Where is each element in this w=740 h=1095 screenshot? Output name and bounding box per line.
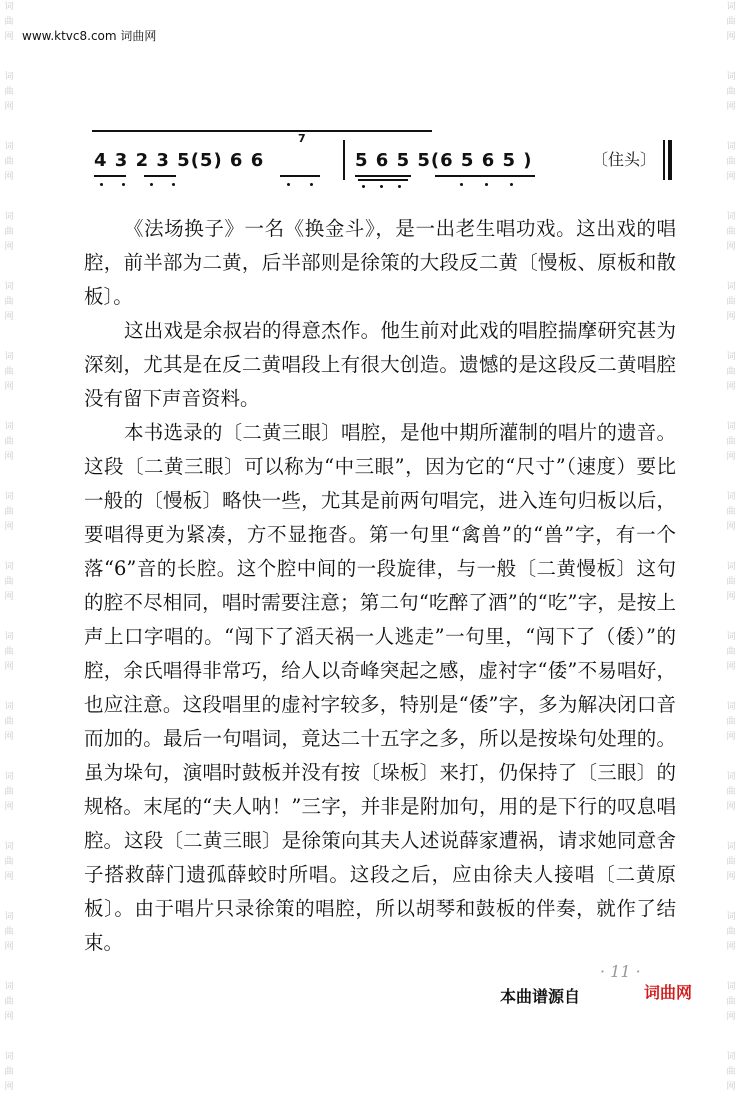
watermark-char: 曲	[4, 717, 14, 727]
watermark-char: 词	[726, 72, 736, 82]
watermark-group	[722, 280, 740, 325]
watermark-char: 曲	[726, 297, 736, 307]
octave-dot	[150, 183, 153, 186]
watermark-group	[722, 700, 740, 745]
watermark-char: 曲	[4, 17, 14, 27]
octave-dot	[510, 183, 513, 186]
watermark-group	[722, 70, 740, 115]
watermark-char: 曲	[726, 367, 736, 377]
watermark-char: 曲	[726, 997, 736, 1007]
watermark-group	[722, 630, 740, 675]
watermark-char: 网	[4, 592, 14, 602]
watermark-char: 网	[726, 1012, 736, 1022]
watermark-char: 词	[4, 492, 14, 502]
paragraph-1: 《法场换子》一名《换金斗》，是一出老生唱功戏。这出戏的唱腔，前半部为二黄，后半部则是徐策的大段反二黄〔慢板、原板和散板〕。	[84, 217, 676, 308]
watermark-char: 曲	[726, 577, 736, 587]
watermark-group	[0, 840, 18, 885]
watermark-char: 词	[726, 2, 736, 12]
octave-dot	[287, 183, 290, 186]
watermark-char: 网	[4, 102, 14, 112]
watermark-char: 网	[4, 172, 14, 182]
watermark-char: 词	[4, 562, 14, 572]
watermark-char: 网	[726, 662, 736, 672]
watermark-char: 词	[726, 562, 736, 572]
watermark-group	[0, 140, 18, 185]
octave-dot	[398, 185, 401, 188]
top-slur-line	[92, 130, 432, 132]
watermark-char: 曲	[726, 927, 736, 937]
watermark-group	[722, 420, 740, 465]
watermark-char: 网	[726, 592, 736, 602]
octave-dot	[122, 183, 125, 186]
watermark-char: 词	[726, 912, 736, 922]
watermark-group	[722, 0, 740, 45]
watermark-group	[0, 770, 18, 815]
watermark-char: 曲	[4, 507, 14, 517]
watermark-char: 网	[726, 382, 736, 392]
watermark-group	[722, 770, 740, 815]
watermark-group	[722, 350, 740, 395]
watermark-group	[0, 1050, 18, 1095]
octave-dot	[100, 183, 103, 186]
music-notation	[80, 110, 680, 200]
bar-line	[343, 140, 345, 180]
watermark-char: 网	[4, 452, 14, 462]
paragraph-3: 本书选录的〔二黄三眼〕唱腔，是他中期所灌制的唱片的遗音。这段〔二黄三眼〕可以称为“中三眼”，因为它的“尺寸”（速度）要比一般的〔慢板〕略快一些，尤其是前两句唱完，进入连句归板以后，要唱得更为紧凑，方不显拖沓。第一句里“禽兽”的“兽”字，有一个落“6”音的长腔。这个腔中间的一段旋律，与一般〔二黄慢板〕这句的腔不尽相同，唱时需要注意；第二句“吃醉了酒”的“吃”字，是按上声上口字唱的。“闯下了滔天祸一人逃走”一句里，“闯下了（倭）”的腔，余氏唱得非常巧，给人以奇峰突起之感，虚衬字“倭”不易唱好，也应注意。这段唱里的虚衬字较多，特别是“倭”字，多为解决闭口音而加的。最后一句唱词，竟达二十五字之多，所以是按垛句处理的。虽为垛句，演唱时鼓板并没有按〔垛板〕来打，仍保持了〔三眼〕的规格。末尾的“夫人呐！”三字，并非是附加句，用的是下行的叹息唱腔。	[84, 421, 676, 852]
watermark-char: 词	[4, 702, 14, 712]
watermark-group	[0, 630, 18, 675]
watermark-group	[722, 1050, 740, 1095]
watermark-char: 曲	[4, 787, 14, 797]
watermark-char: 曲	[4, 157, 14, 167]
watermark-char: 词	[4, 982, 14, 992]
watermark-char: 词	[4, 772, 14, 782]
notation-notes-b: 5 6 5 5(6 5 6 5 )	[355, 150, 533, 171]
watermark-char: 网	[726, 32, 736, 42]
watermark-char: 词	[726, 772, 736, 782]
watermark-char: 网	[4, 242, 14, 252]
watermark-char: 曲	[4, 927, 14, 937]
watermark-char: 词	[4, 422, 14, 432]
beam-line	[358, 179, 408, 181]
final-bar-thin	[663, 140, 665, 180]
beam-line	[280, 175, 320, 177]
watermark-char: 网	[726, 1082, 736, 1092]
watermark-group	[722, 910, 740, 955]
watermark-char: 网	[726, 732, 736, 742]
watermark-char: 网	[4, 1012, 14, 1022]
watermark-char: 网	[726, 172, 736, 182]
watermark-char: 词	[4, 72, 14, 82]
watermark-char: 网	[726, 802, 736, 812]
watermark-char: 词	[4, 2, 14, 12]
watermark-group	[0, 910, 18, 955]
watermark-group	[722, 210, 740, 255]
watermark-char: 词	[4, 1052, 14, 1062]
octave-dot	[460, 183, 463, 186]
watermark-char: 曲	[726, 437, 736, 447]
watermark-char: 曲	[726, 787, 736, 797]
ending-label: 〔住头〕	[592, 150, 657, 169]
watermark-char: 词	[726, 1052, 736, 1062]
watermark-char: 曲	[726, 507, 736, 517]
watermark-char: 网	[4, 802, 14, 812]
octave-dot	[485, 183, 488, 186]
watermark-group	[0, 980, 18, 1025]
watermark-group	[0, 210, 18, 255]
watermark-char: 曲	[726, 157, 736, 167]
beam-line	[435, 175, 535, 177]
watermark-char: 曲	[4, 857, 14, 867]
watermark-char: 网	[4, 732, 14, 742]
watermark-char: 词	[4, 282, 14, 292]
watermark-char: 曲	[726, 717, 736, 727]
watermark-char: 曲	[4, 87, 14, 97]
watermark-group	[0, 420, 18, 465]
watermark-group	[0, 0, 18, 45]
watermark-char: 词	[4, 352, 14, 362]
watermark-char: 网	[4, 382, 14, 392]
header-url: www.ktvc8.com 词曲网	[22, 29, 157, 43]
watermark-char: 网	[726, 242, 736, 252]
paragraph-4: 这段〔二黄三眼〕是徐策向其夫人述说薛家遭祸，请求她同意舍子搭救薛门遗孤薛蛟时所唱。这段之后，应由徐夫人接唱〔二黄原板〕。由于唱片只录徐策的唱腔，所以胡琴和鼓板的伴奏，就作了结束。	[84, 829, 676, 954]
watermark-char: 词	[4, 212, 14, 222]
watermark-char: 词	[726, 142, 736, 152]
watermark-char: 网	[4, 1082, 14, 1092]
watermark-group	[722, 490, 740, 535]
watermark-char: 词	[726, 422, 736, 432]
watermark-group	[0, 490, 18, 535]
watermark-group	[722, 560, 740, 605]
watermark-char: 曲	[4, 227, 14, 237]
watermark-char: 词	[4, 142, 14, 152]
page-number: · 11 ·	[600, 962, 641, 981]
watermark-char: 曲	[726, 227, 736, 237]
watermark-char: 网	[726, 452, 736, 462]
left-watermark-strip	[0, 0, 18, 1092]
beam-line	[94, 175, 126, 177]
watermark-char: 曲	[4, 577, 14, 587]
octave-dot	[172, 183, 175, 186]
source-note: 本曲谱源自	[500, 987, 581, 1006]
watermark-char: 词	[726, 212, 736, 222]
octave-dot	[380, 185, 383, 188]
beam-line	[144, 175, 176, 177]
watermark-char: 词	[4, 912, 14, 922]
watermark-char: 词	[4, 632, 14, 642]
watermark-char: 网	[726, 522, 736, 532]
site-link[interactable]: 词曲网	[644, 983, 693, 1002]
watermark-char: 曲	[726, 87, 736, 97]
watermark-char: 网	[4, 32, 14, 42]
final-bar-thick	[668, 140, 672, 180]
watermark-group	[0, 280, 18, 325]
grace-note: 7	[298, 132, 307, 145]
watermark-char: 词	[726, 982, 736, 992]
octave-dot	[310, 183, 313, 186]
watermark-char: 曲	[726, 17, 736, 27]
octave-dot	[362, 185, 365, 188]
watermark-char: 曲	[4, 647, 14, 657]
watermark-char: 曲	[726, 647, 736, 657]
watermark-char: 网	[726, 942, 736, 952]
watermark-char: 网	[4, 942, 14, 952]
watermark-group	[0, 350, 18, 395]
beam-line	[355, 175, 411, 177]
right-watermark-strip	[722, 0, 740, 1092]
watermark-char: 网	[4, 522, 14, 532]
watermark-char: 曲	[726, 1067, 736, 1077]
watermark-char: 网	[726, 872, 736, 882]
watermark-char: 网	[4, 872, 14, 882]
watermark-char: 网	[4, 662, 14, 672]
watermark-char: 词	[726, 702, 736, 712]
watermark-char: 网	[4, 312, 14, 322]
watermark-group	[0, 70, 18, 115]
watermark-char: 词	[726, 842, 736, 852]
watermark-char: 曲	[4, 997, 14, 1007]
watermark-group	[722, 980, 740, 1025]
watermark-group	[0, 700, 18, 745]
watermark-char: 词	[726, 282, 736, 292]
watermark-char: 词	[726, 492, 736, 502]
watermark-char: 词	[726, 632, 736, 642]
watermark-group	[0, 560, 18, 605]
watermark-char: 曲	[4, 437, 14, 447]
watermark-char: 词	[4, 842, 14, 852]
watermark-group	[722, 840, 740, 885]
watermark-char: 曲	[4, 367, 14, 377]
watermark-char: 曲	[4, 297, 14, 307]
watermark-group	[722, 140, 740, 185]
notation-notes-a: 4 3 2 3 5(5) 6 6	[94, 150, 265, 171]
paragraph-2: 这出戏是余叔岩的得意杰作。他生前对此戏的唱腔揣摩研究甚为深刻，尤其是在反二黄唱段上有很大创造。遗憾的是这段反二黄唱腔没有留下声音资料。	[84, 319, 676, 410]
watermark-char: 曲	[4, 1067, 14, 1077]
watermark-char: 曲	[726, 857, 736, 867]
watermark-char: 词	[726, 352, 736, 362]
watermark-char: 网	[726, 102, 736, 112]
watermark-char: 网	[726, 312, 736, 322]
